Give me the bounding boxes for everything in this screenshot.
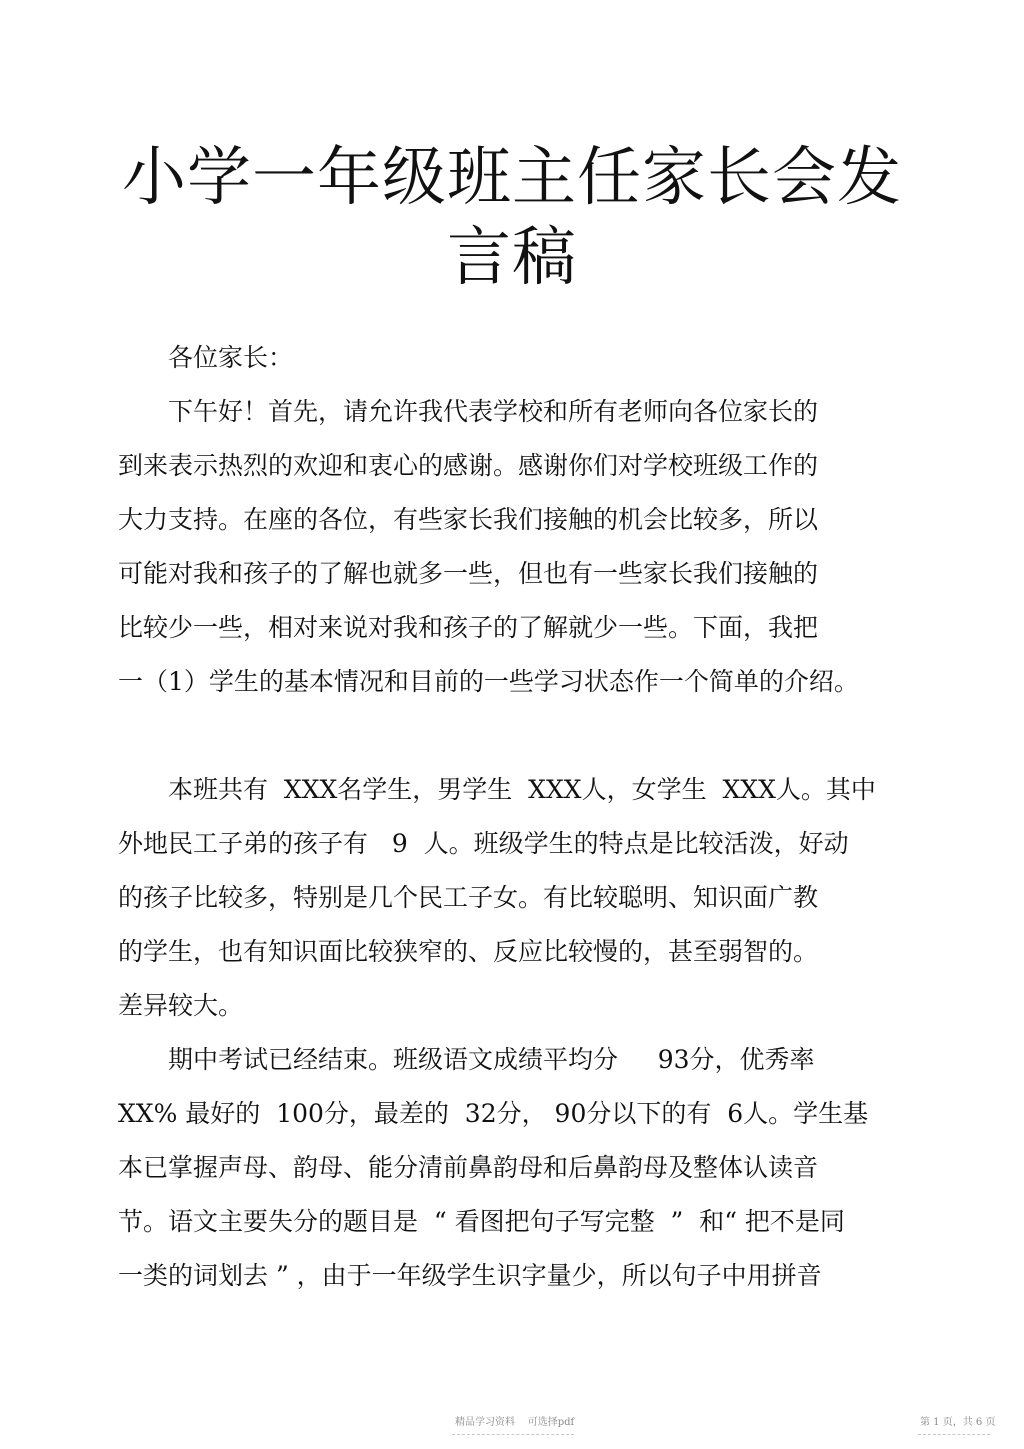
paragraph-2-line-5: 差异较大。 — [118, 991, 244, 1020]
paragraph-1-line-1: 下午好！首先，请允许我代表学校和所有老师向各位家长的 — [168, 397, 819, 426]
paragraph-1-line-5: 比较少一些，相对来说对我和孩子的了解就少一些。下面，我把 — [118, 613, 819, 642]
paragraph-1-line-2: 到来表示热烈的欢迎和衷心的感谢。感谢你们对学校班级工作的 — [118, 451, 819, 480]
paragraph-3-line-5: 一类的词划去 ” ，由于一年级学生识字量少，所以句子中用拼音 — [118, 1261, 822, 1290]
paragraph-1-line-6: 一（1）学生的基本情况和目前的一些学习状态作一个简单的介绍。 — [118, 667, 859, 696]
paragraph-3-line-3: 本已掌握声母、韵母、能分清前鼻韵母和后鼻韵母及整体认读音 — [118, 1153, 819, 1182]
paragraph-3-line-1: 期中考试已经结束。班级语文成绩平均分 93分，优秀率 — [168, 1045, 815, 1074]
footer-left-divider — [452, 1434, 574, 1435]
paragraph-2-line-2: 外地民工子弟的孩子有 9 人。班级学生的特点是比较活泼，好动 — [118, 829, 849, 858]
footer-left-text: 精品学习资料 可选择pdf — [455, 1417, 575, 1428]
salutation: 各位家长： — [168, 343, 294, 372]
paragraph-3-line-4: 节。语文主要失分的题目是 “ 看图把句子写完整 ” 和“ 把不是同 — [118, 1207, 845, 1236]
paragraph-2-line-3: 的孩子比较多，特别是几个民工子女。有比较聪明、知识面广教 — [118, 883, 819, 912]
paragraph-2-line-1: 本班共有 XXX名学生，男学生 XXX人，女学生 XXX人。其中 — [168, 775, 876, 804]
paragraph-1-line-3: 大力支持。在座的各位，有些家长我们接触的机会比较多，所以 — [118, 505, 819, 534]
footer-right-divider — [918, 1434, 990, 1435]
document-title-line-1: 小学一年级班主任家长会发 — [122, 141, 902, 215]
paragraph-1-line-4: 可能对我和孩子的了解也就多一些，但也有一些家长我们接触的 — [118, 559, 819, 588]
document-title-line-2: 言稿 — [447, 221, 577, 295]
paragraph-3-line-2: XX% 最好的 100分，最差的 32分， 90分以下的有 6人。学生基 — [118, 1099, 869, 1128]
page-number-footer: 第 1 页，共 6 页 — [920, 1417, 996, 1428]
paragraph-2-line-4: 的学生，也有知识面比较狭窄的、反应比较慢的，甚至弱智的。 — [118, 937, 819, 966]
